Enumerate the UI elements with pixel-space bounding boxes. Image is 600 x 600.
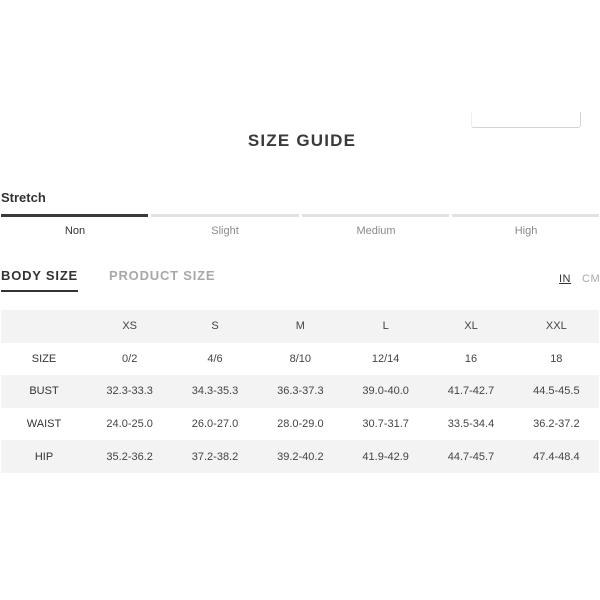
- stretch-bar-non: [1, 214, 148, 217]
- size-table: [1, 310, 599, 473]
- table-cell: 0/2: [122, 352, 138, 365]
- table-header-cell: S: [211, 320, 219, 333]
- size-tabs: [1, 268, 301, 294]
- table-cell: 18: [550, 352, 563, 365]
- table-cell: 41.7-42.7: [447, 385, 495, 398]
- page-title: SIZE GUIDE: [247, 131, 357, 150]
- table-cell: 39.2-40.2: [277, 450, 324, 463]
- stretch-scale: [1, 214, 599, 218]
- row-label: WAIST: [26, 418, 62, 431]
- unit-toggle: [559, 273, 600, 289]
- table-header-cell: L: [382, 320, 389, 333]
- table-cell: 30.7-31.7: [362, 418, 409, 431]
- table-cell: 37.2-38.2: [191, 450, 239, 463]
- table-cell: 35.2-36.2: [106, 450, 153, 463]
- table-cell: 44.7-45.7: [447, 450, 495, 463]
- stretch-levels: [1, 225, 599, 239]
- table-cell: 16: [464, 352, 478, 365]
- stretch-bar-medium: [302, 214, 449, 217]
- unit-in-toggle[interactable]: IN: [559, 273, 571, 285]
- stretch-level-high: High: [514, 225, 538, 237]
- table-cell: 47.4-48.4: [533, 450, 580, 463]
- stretch-level-slight: Slight: [211, 225, 239, 237]
- tab-product-size[interactable]: PRODUCT SIZE: [109, 268, 216, 283]
- table-header-cell: M: [295, 320, 305, 333]
- table-cell: 34.3-35.3: [191, 385, 239, 398]
- table-cell: 24.0-25.0: [106, 418, 153, 431]
- table-cell: 36.3-37.3: [277, 385, 324, 398]
- stretch-level-medium: Medium: [356, 225, 396, 237]
- row-label: BUST: [29, 385, 59, 398]
- row-label: HIP: [34, 450, 54, 463]
- stretch-label: Stretch: [1, 190, 46, 205]
- stretch-bar-slight: [151, 214, 299, 217]
- table-cell: 28.0-29.0: [277, 418, 324, 431]
- table-cell: 32.3-33.3: [106, 385, 153, 398]
- table-cell: 36.2-37.2: [533, 418, 580, 431]
- table-row: [1, 440, 599, 473]
- table-header-cell: XS: [122, 320, 137, 333]
- table-cell: 44.5-45.5: [533, 385, 580, 398]
- table-row: [1, 343, 599, 376]
- unit-cm-toggle[interactable]: CM: [582, 273, 600, 285]
- table-header-cell: [1, 310, 87, 343]
- table-cell: 41.9-42.9: [362, 450, 409, 463]
- stretch-bar-high: [452, 214, 599, 217]
- top-dropdown[interactable]: [471, 112, 581, 128]
- table-header-cell: XXL: [545, 320, 567, 333]
- table-row: [1, 408, 599, 441]
- table-row: [1, 375, 599, 408]
- table-cell: 26.0-27.0: [191, 418, 239, 431]
- table-cell: 8/10: [289, 352, 312, 365]
- table-cell: 4/6: [207, 352, 223, 365]
- table-cell: 12/14: [371, 352, 400, 365]
- table-cell: 33.5-34.4: [447, 418, 495, 431]
- table-header-row: [1, 310, 599, 343]
- table-header-cell: XL: [464, 320, 478, 333]
- table-cell: 39.0-40.0: [362, 385, 409, 398]
- tab-body-size[interactable]: BODY SIZE: [1, 268, 78, 292]
- row-label: SIZE: [31, 352, 57, 365]
- stretch-level-non: Non: [64, 225, 86, 237]
